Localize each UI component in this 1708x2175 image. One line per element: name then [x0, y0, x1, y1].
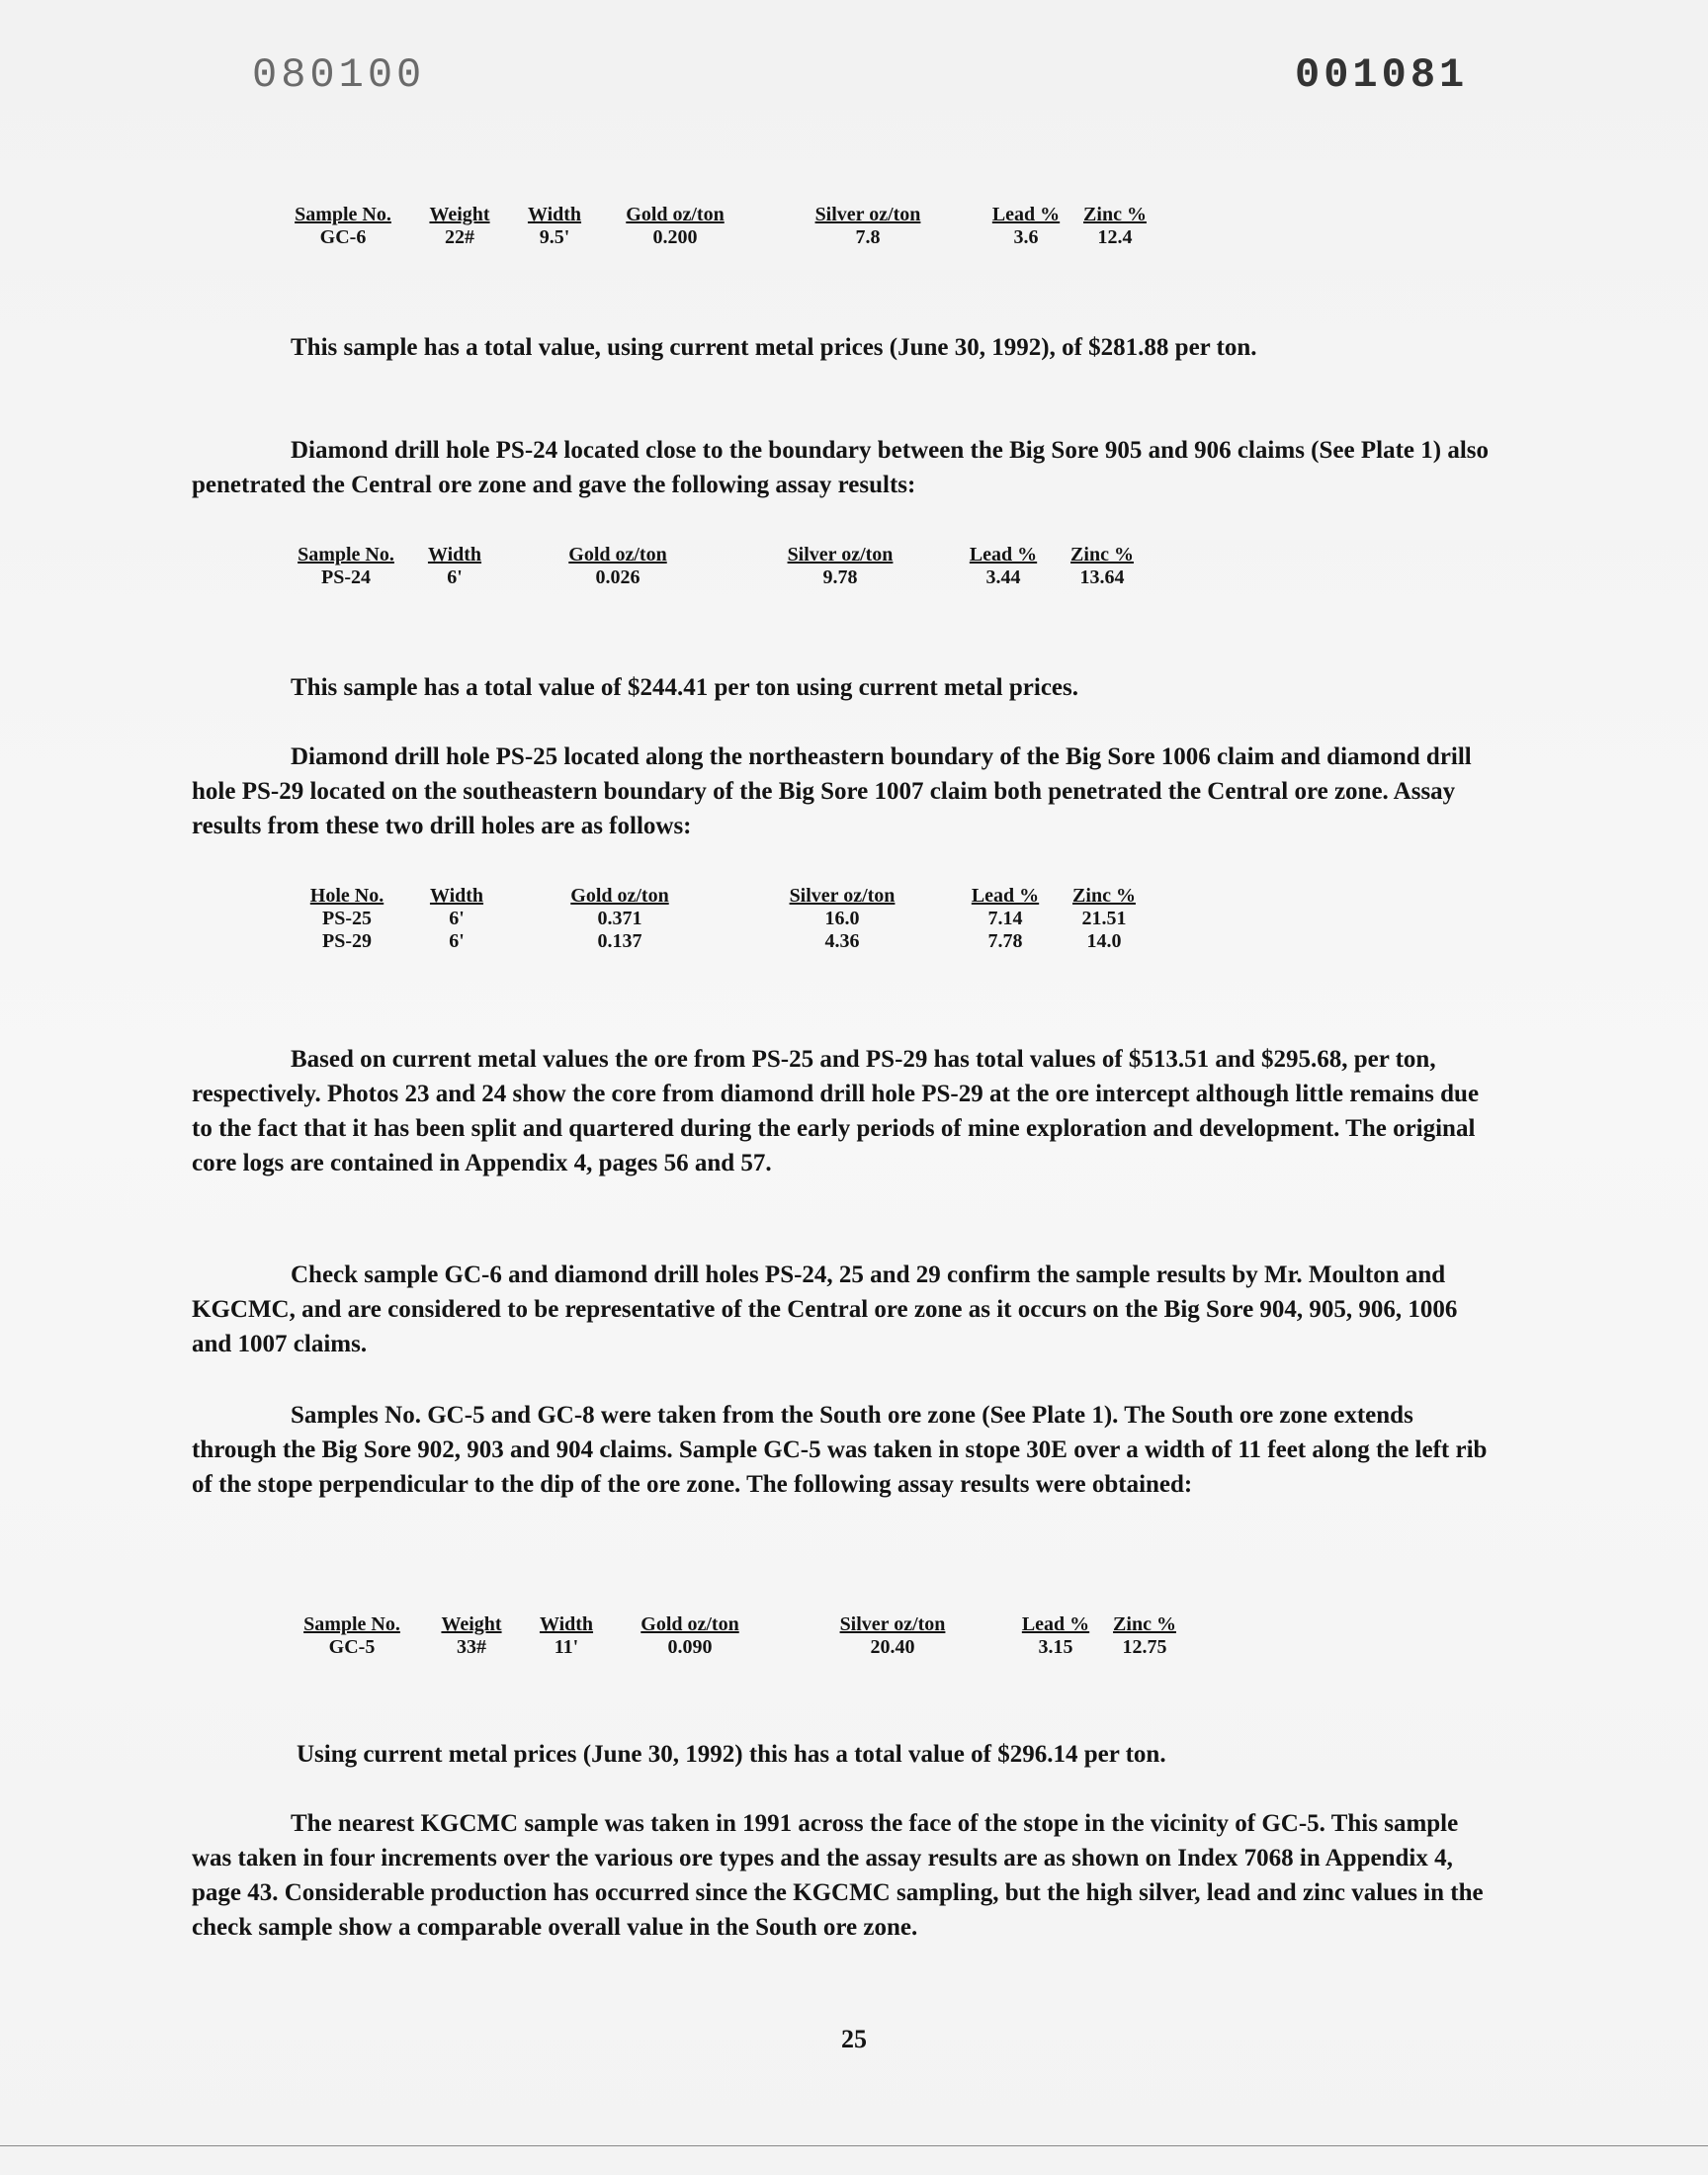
table-cell: 3.15 [1038, 1636, 1073, 1658]
column-header: Lead % [971, 885, 1040, 907]
table-cell: 0.371 [597, 908, 642, 929]
table-cell: 0.090 [667, 1636, 713, 1658]
assay-table-ps25-ps29 [287, 885, 1149, 953]
column-header: Gold oz/ton [570, 885, 669, 907]
table-cell: 4.36 [824, 930, 860, 952]
column-header: Silver oz/ton [814, 204, 921, 225]
column-header: Lead % [991, 204, 1061, 225]
table-cell: 0.026 [595, 566, 640, 588]
column-header: Zinc % [1070, 544, 1134, 566]
paragraph-ps24-intro: Diamond drill hole PS-24 located close to the boundary between the Big Sore 905 and 906 claims (See Plate 1) also penetrated the Central ore zone and gave the following assay results: [192, 437, 1489, 498]
table-cell: 13.64 [1079, 566, 1125, 588]
table-cell: 12.75 [1122, 1636, 1167, 1658]
column-header: Silver oz/ton [839, 1613, 946, 1635]
table-cell: 0.137 [597, 930, 642, 952]
column-header: Weight [441, 1613, 502, 1635]
table-row [293, 1636, 1184, 1659]
paragraph-gc6-value: This sample has a total value, using current metal prices (June 30, 1992), of $281.88 per ton. [291, 334, 1257, 361]
paragraph-ps25-value: Based on current metal values the ore from PS-25 and PS-29 has total values of $513.51 and $295.68, per ton, respectively. Photos 23 and 24 show the core from diamond drill hole PS-29 at the ore intercept although little remains due to the fact that it has been split and quartered during the early periods of mine exploration and development. The original core logs are contained in Appendix 4, pages 56 and 57. [192, 1046, 1480, 1176]
column-header: Width [527, 204, 582, 225]
table-row [285, 226, 1154, 249]
table-cell: 9.5' [539, 226, 570, 248]
table-header-row [293, 1613, 1184, 1636]
paragraph-check-sample: Check sample GC-6 and diamond drill holes PS-24, 25 and 29 confirm the sample results by Mr. Moulton and KGCMC, and are considered to be representative of the Central ore zone as it occurs on the Big Sore 904, 905, 906, 1006 and 1007 claims. [192, 1262, 1458, 1357]
table-header-row [287, 885, 1149, 908]
column-header: Sample No. [298, 544, 394, 566]
table-cell: GC-6 [319, 226, 367, 248]
assay-table-ps24 [287, 544, 1147, 589]
stamp-number-left: 080100 [252, 51, 426, 99]
column-header: Silver oz/ton [787, 544, 894, 566]
table-header-row [285, 204, 1154, 226]
table-cell: 12.4 [1097, 226, 1133, 248]
column-header: Gold oz/ton [626, 204, 725, 225]
table-cell: 9.78 [822, 566, 858, 588]
column-header: Width [539, 1613, 594, 1635]
table-cell: 7.14 [987, 908, 1023, 929]
column-header: Silver oz/ton [789, 885, 896, 907]
paragraph-kgcmc-sample: The nearest KGCMC sample was taken in 1991 across the face of the stope in the vicinity of GC-5. This sample was taken in four increments over the various ore types and the assay results are as shown on Index 7068 in Appendix 4, page 43. Considerable production has occurred since the KGCMC sampling, but the high silver, lead and zinc values in the check sample show a comparable overall value in the South ore zone. [192, 1810, 1484, 1941]
table-cell: PS-29 [322, 930, 372, 952]
page-number: 25 [841, 2025, 867, 2053]
table-row [287, 566, 1147, 589]
column-header: Lead % [1021, 1613, 1090, 1635]
table-row [287, 908, 1149, 930]
table-cell: 22# [445, 226, 474, 248]
page-bottom-edge [0, 2145, 1708, 2146]
table-header-row [287, 544, 1147, 566]
column-header: Weight [429, 204, 490, 225]
column-header: Sample No. [303, 1613, 400, 1635]
assay-table-gc6 [285, 204, 1154, 249]
column-header: Gold oz/ton [568, 544, 667, 566]
paragraph-gc5-value: Using current metal prices (June 30, 1992) this has a total value of $296.14 per ton. [297, 1741, 1166, 1768]
table-cell: 7.8 [855, 226, 881, 248]
table-cell: PS-24 [321, 566, 371, 588]
paragraph-ps24-value: This sample has a total value of $244.41 per ton using current metal prices. [291, 674, 1078, 701]
column-header: Lead % [969, 544, 1038, 566]
table-cell: 33# [457, 1636, 486, 1658]
stamp-number-right: 001081 [1295, 51, 1469, 99]
table-row [287, 930, 1149, 953]
table-cell: 14.0 [1086, 930, 1122, 952]
column-header: Sample No. [295, 204, 391, 225]
column-header: Width [429, 885, 484, 907]
table-cell: 3.6 [1013, 226, 1039, 248]
paragraph-south-ore-zone: Samples No. GC-5 and GC-8 were taken from the South ore zone (See Plate 1). The South ore zone extends through the Big Sore 902, 903 and 904 claims. Sample GC-5 was taken in stope 30E over a width of 11 feet along the left rib of the stope perpendicular to the dip of the ore zone. The following assay results were obtained: [192, 1402, 1488, 1498]
column-header: Zinc % [1072, 885, 1136, 907]
table-cell: 21.51 [1081, 908, 1127, 929]
table-cell: 6' [449, 930, 465, 952]
table-cell: 6' [447, 566, 463, 588]
table-cell: 0.200 [652, 226, 698, 248]
table-cell: 20.40 [870, 1636, 915, 1658]
table-cell: 16.0 [824, 908, 860, 929]
table-cell: PS-25 [322, 908, 372, 929]
table-cell: 7.78 [987, 930, 1023, 952]
table-cell: 6' [449, 908, 465, 929]
column-header: Width [427, 544, 482, 566]
column-header: Zinc % [1083, 204, 1147, 225]
paragraph-ps25-intro: Diamond drill hole PS-25 located along the northeastern boundary of the Big Sore 1006 claim and diamond drill hole PS-29 located on the southeastern boundary of the Big Sore 1007 claim both penetrated the Central ore zone. Assay results from these two drill holes are as follows: [192, 743, 1472, 839]
table-cell: GC-5 [328, 1636, 376, 1658]
table-cell: 3.44 [985, 566, 1021, 588]
assay-table-gc5 [293, 1613, 1184, 1659]
column-header: Hole No. [309, 885, 384, 907]
column-header: Zinc % [1113, 1613, 1176, 1635]
table-cell: 11' [554, 1636, 579, 1658]
column-header: Gold oz/ton [640, 1613, 739, 1635]
